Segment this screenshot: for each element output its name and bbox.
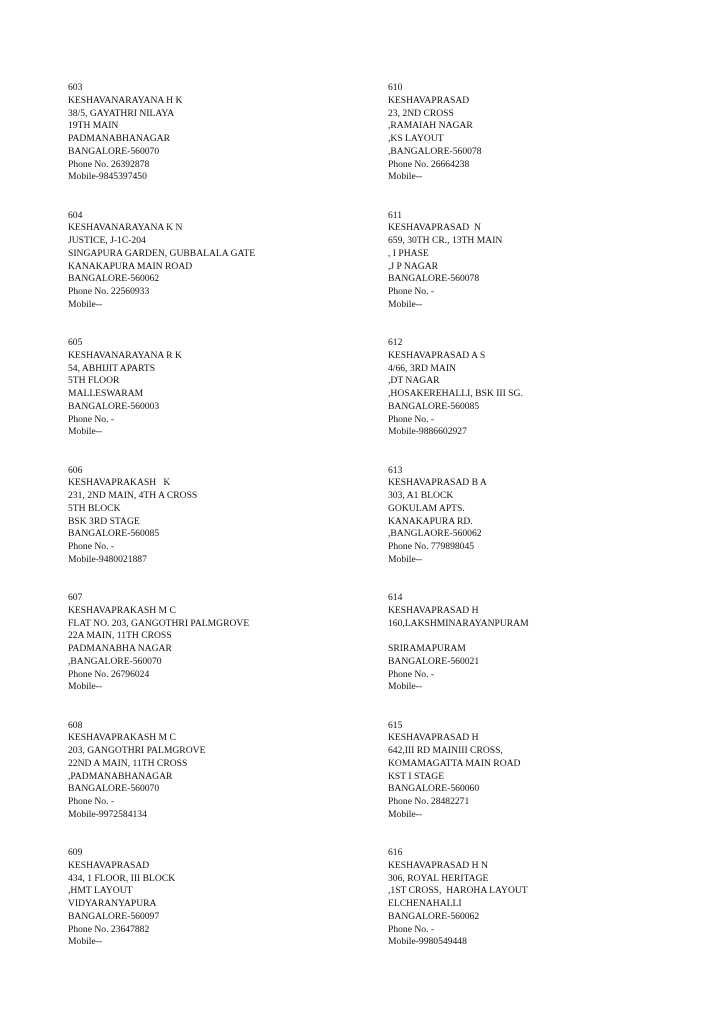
entry-phone: Phone No. - <box>388 923 435 935</box>
entry-number: 609 <box>68 847 83 858</box>
entry-address-line: 5TH FLOOR <box>68 375 120 387</box>
entry-city-pin: BANGALORE-560085 <box>68 528 160 540</box>
entry-address-line: KOMAMAGATTA MAIN ROAD <box>388 757 521 769</box>
directory-entry <box>68 720 368 822</box>
entry-name: KESHAVAPRASAD N <box>388 222 481 234</box>
entry-address-line: ,HMT LAYOUT <box>68 885 133 897</box>
entry-number: 606 <box>68 464 83 476</box>
entry-mobile: Mobile-9845397450 <box>68 171 147 183</box>
entry-address-line: 659, 30TH CR., 13TH MAIN <box>388 235 503 246</box>
entry-mobile: Mobile-9972584134 <box>68 808 147 820</box>
entry-address-line: ,HOSAKEREHALLI, BSK III SG. <box>388 388 523 399</box>
entry-mobile: Mobile-- <box>388 171 423 183</box>
entry-address-line: KANAKAPURA MAIN ROAD <box>68 260 193 272</box>
entry-address-line: BSK 3RD STAGE <box>68 515 140 527</box>
entry-address-line: SINGAPURA GARDEN, GUBBALALA GATE <box>68 247 256 259</box>
entry-address-line: ,KS LAYOUT <box>388 133 444 144</box>
entry-city-pin: BANGALORE-560070 <box>68 783 160 795</box>
directory-entry <box>68 592 368 694</box>
entry-address-line: PADMANABHA NAGAR <box>68 643 172 654</box>
entry-phone: Phone No. 28482271 <box>388 796 470 807</box>
directory-entry <box>68 337 368 439</box>
directory-entry <box>68 82 368 184</box>
entry-number: 614 <box>388 592 403 603</box>
entry-name: KESHAVAPRASAD <box>68 859 150 871</box>
entry-address-line: 231, 2ND MAIN, 4TH A CROSS <box>68 490 198 501</box>
entry-address-line: 22ND A MAIN, 11TH CROSS <box>68 757 188 769</box>
entry-name: KESHAVAPRAKASH K <box>68 477 171 489</box>
entry-address-line: ,RAMAIAH NAGAR <box>388 120 473 132</box>
entry-phone: Phone No. 26392878 <box>68 158 150 170</box>
entry-address-line: 19TH MAIN <box>68 120 119 132</box>
entry-city-pin: ,BANGALORE-560070 <box>68 655 162 667</box>
entry-address-line: ELCHENAHALLI <box>388 898 462 909</box>
entry-address-line: ,DT NAGAR <box>388 375 440 387</box>
entry-number: 616 <box>388 847 403 858</box>
entry-number: 611 <box>388 209 403 221</box>
entry-mobile: Mobile-- <box>388 808 423 820</box>
entry-city-pin: BANGALORE-560097 <box>68 910 160 922</box>
entry-name: KESHAVAPRAKASH M C <box>68 732 176 744</box>
directory-entry <box>388 337 688 439</box>
entry-address-line: SRIRAMAPURAM <box>388 643 466 654</box>
entry-number: 615 <box>388 719 403 731</box>
entry-address-line: VIDYARANYAPURA <box>68 898 157 909</box>
entry-address-line: KST I STAGE <box>388 770 445 782</box>
entry-phone: Phone No. - <box>68 541 115 552</box>
entry-address-line: PADMANABHANAGAR <box>68 133 170 144</box>
entry-phone: Phone No. 26664238 <box>388 158 470 170</box>
entry-phone: Phone No. 22560933 <box>68 286 150 297</box>
entry-address-line: GOKULAM APTS. <box>388 502 465 514</box>
entry-phone: Phone No. - <box>388 286 435 297</box>
entry-address-line: 306, ROYAL HERITAGE <box>388 872 489 884</box>
entry-address-line: KANAKAPURA RD. <box>388 515 473 527</box>
entry-number: 605 <box>68 337 83 348</box>
entry-address-line: 642,III RD MAINIII CROSS, <box>388 745 503 756</box>
entry-mobile: Mobile-- <box>68 426 103 438</box>
entry-mobile: Mobile-- <box>388 298 423 310</box>
entry-address-line: 54, ABHIJIT APARTS <box>68 362 156 374</box>
entry-address-line: 23, 2ND CROSS <box>388 107 454 119</box>
entry-phone: Phone No. - <box>388 413 435 425</box>
entry-mobile: Mobile-9480021887 <box>68 553 147 565</box>
directory-entry <box>68 465 368 567</box>
entry-name: KESHAVANARAYANA K N <box>68 222 183 234</box>
entry-city-pin: BANGALORE-560085 <box>388 400 480 412</box>
entry-phone: Phone No. - <box>68 413 115 425</box>
entry-address-line: , I PHASE <box>388 247 429 259</box>
entry-number: 607 <box>68 592 83 603</box>
entry-address-line: 22A MAIN, 11TH CROSS <box>68 630 172 642</box>
entry-mobile: Mobile-- <box>68 298 103 310</box>
directory-entry <box>68 847 368 949</box>
directory-entry <box>68 210 368 312</box>
entry-city-pin: BANGALORE-560078 <box>388 273 480 285</box>
entry-name: KESHAVAPRASAD H N <box>388 859 488 871</box>
entry-address-line: 4/66, 3RD MAIN <box>388 362 456 374</box>
entry-address-line: 203, GANGOTHRI PALMGROVE <box>68 745 206 756</box>
entry-phone: Phone No. - <box>388 668 435 680</box>
entry-address-line <box>388 630 688 643</box>
entry-address-line: FLAT NO. 203, GANGOTHRI PALMGROVE <box>68 617 250 629</box>
entry-city-pin: ,BANGLAORE-560062 <box>388 528 482 540</box>
entry-name: KESHAVAPRASAD H <box>388 732 479 744</box>
entry-city-pin: BANGALORE-560062 <box>388 910 480 922</box>
entry-address-line: 160,LAKSHMINARAYANPURAM <box>388 617 529 629</box>
entry-phone: Phone No. 23647882 <box>68 923 150 935</box>
entry-number: 603 <box>68 82 83 93</box>
entry-name: KESHAVAPRASAD H <box>388 604 479 616</box>
entry-phone: Phone No. 779898045 <box>388 541 475 552</box>
entry-city-pin: ,BANGALORE-560078 <box>388 145 482 157</box>
entry-address-line: JUSTICE, J-1C-204 <box>68 235 146 246</box>
entry-address-line: 303, A1 BLOCK <box>388 490 454 501</box>
entry-city-pin: BANGALORE-560062 <box>68 273 160 285</box>
entry-mobile: Mobile-- <box>388 553 423 565</box>
entry-phone: Phone No. 26796024 <box>68 668 150 680</box>
directory-entry <box>388 847 688 949</box>
entry-city-pin: BANGALORE-560021 <box>388 655 480 667</box>
entry-address-line: ,PADMANABHANAGAR <box>68 770 173 782</box>
entry-number: 610 <box>388 82 403 93</box>
directory-entry <box>388 592 688 694</box>
entry-mobile: Mobile-- <box>388 681 423 693</box>
entry-address-line: ,1ST CROSS, HAROHA LAYOUT <box>388 885 528 897</box>
entry-address-line: 38/5, GAYATHRI NILAYA <box>68 107 175 119</box>
entry-address-line: 5TH BLOCK <box>68 502 121 514</box>
entry-phone: Phone No. - <box>68 796 115 807</box>
entry-mobile: Mobile-- <box>68 681 103 693</box>
entry-city-pin: BANGALORE-560060 <box>388 783 480 795</box>
entry-city-pin: BANGALORE-560070 <box>68 145 160 157</box>
entry-number: 608 <box>68 719 83 731</box>
entry-number: 613 <box>388 464 403 476</box>
entry-name: KESHAVAPRASAD B A <box>388 477 487 489</box>
entry-name: KESHAVANARAYANA H K <box>68 94 183 106</box>
entry-name: KESHAVAPRASAD <box>388 94 470 106</box>
entry-address-line: MALLESWARAM <box>68 388 144 399</box>
entry-number: 612 <box>388 337 403 348</box>
entry-address-line: 434, 1 FLOOR, III BLOCK <box>68 872 176 884</box>
directory-entry <box>388 465 688 567</box>
directory-entry <box>388 720 688 822</box>
entry-number: 604 <box>68 209 83 221</box>
entry-mobile: Mobile-9980549448 <box>388 936 467 948</box>
entry-name: KESHAVAPRAKASH M C <box>68 604 176 616</box>
directory-entry <box>388 82 688 184</box>
entry-mobile: Mobile-- <box>68 936 103 948</box>
entry-city-pin: BANGALORE-560003 <box>68 400 160 412</box>
entry-address-line: ,J P NAGAR <box>388 260 439 272</box>
entry-mobile: Mobile-9886602927 <box>388 426 467 438</box>
entry-name: KESHAVAPRASAD A S <box>388 349 486 361</box>
directory-entry <box>388 210 688 312</box>
entry-name: KESHAVANARAYANA R K <box>68 349 182 361</box>
